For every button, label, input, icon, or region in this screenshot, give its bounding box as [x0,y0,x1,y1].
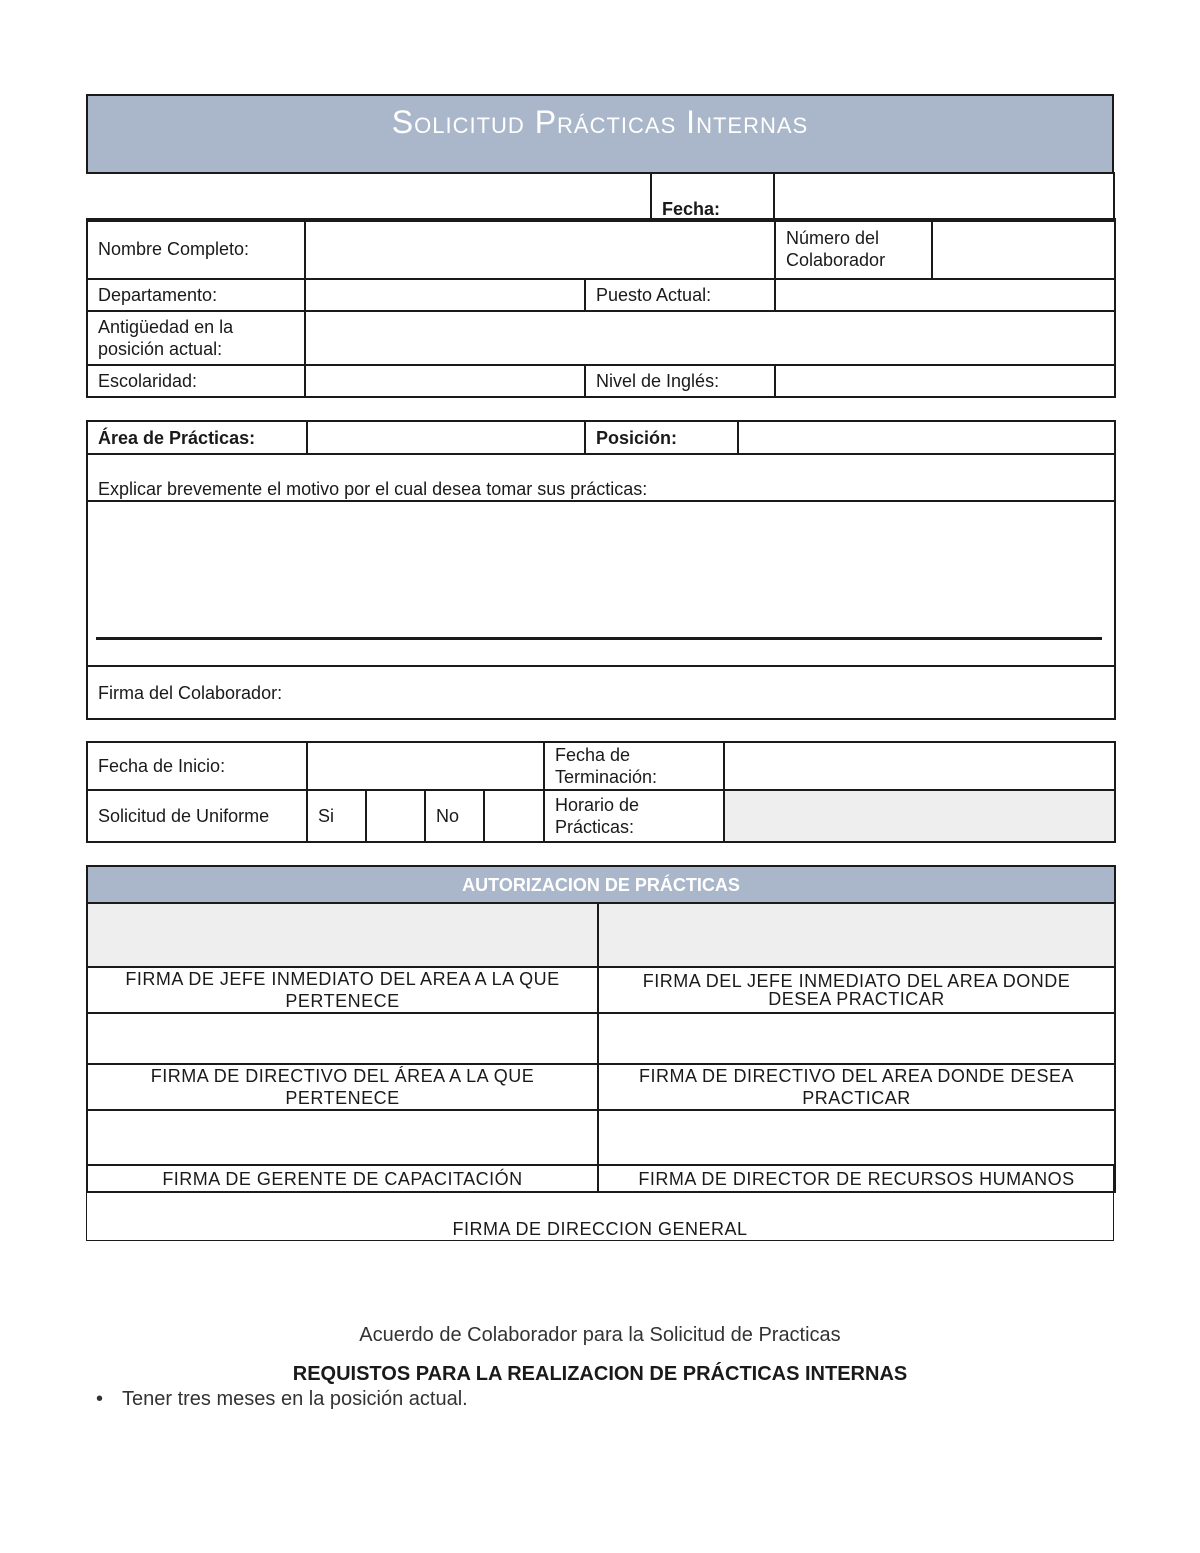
bullet-icon: • [96,1388,104,1410]
firma-direccion-general-label: FIRMA DE DIRECCION GENERAL [87,1165,1114,1241]
posicion-field[interactable] [738,421,1115,454]
firma-jefe-desea-field[interactable] [598,903,1115,967]
requisito-item [96,1388,468,1411]
direccion-general-table [86,1164,1114,1241]
nombre-field[interactable] [305,219,775,279]
acuerdo-text: Acuerdo de Colaborador para la Solicitud de Practicas [359,1324,841,1346]
motivo-label: Explicar brevemente el motivo por el cual desea tomar sus prácticas: [87,454,1115,501]
motivo-field[interactable] [87,501,1115,666]
firma-jefe-pertenece-label: FIRMA DE JEFE INMEDIATO DEL AREA A LA QUE PERTENECE [87,967,598,1013]
fecha-label: Fecha: [651,173,774,221]
uniforme-si-label: Si [307,790,366,842]
uniforme-label: Solicitud de Uniforme [87,790,307,842]
puesto-label: Puesto Actual: [585,279,775,311]
signature-line [96,637,1102,640]
firma-directivo-desea-label: FIRMA DE DIRECTIVO DEL AREA DONDE DESEA PRACTICAR [598,1064,1115,1110]
firma-director-rh-field[interactable] [598,1110,1115,1165]
horario-label: Horario de Prácticas: [544,790,724,842]
fecha-spacer [86,173,651,221]
practicas-table [86,420,1116,720]
escolaridad-label: Escolaridad: [87,365,305,397]
firma-directivo-pertenece-label: FIRMA DE DIRECTIVO DEL ÁREA A LA QUE PERTENECE [87,1064,598,1110]
antiguedad-field[interactable] [305,311,1115,365]
fecha-terminacion-field[interactable] [724,742,1115,790]
fecha-table [86,172,1115,222]
firma-directivo-pertenece-field[interactable] [87,1013,598,1064]
uniforme-no-checkbox[interactable] [484,790,544,842]
fecha-terminacion-label: Fecha de Terminación: [544,742,724,790]
form-title-banner [86,94,1114,174]
escolaridad-field[interactable] [305,365,585,397]
uniforme-no-label: No [425,790,484,842]
ingles-field[interactable] [775,365,1115,397]
personal-info-table [86,218,1116,398]
schedule-table [86,741,1116,843]
autorizacion-table [86,865,1116,1193]
requisito-item-text: Tener tres meses en la posición actual. [122,1388,468,1410]
area-practicas-field[interactable] [307,421,585,454]
firma-gerente-field[interactable] [87,1110,598,1165]
numero-colaborador-label: Número del Colaborador [775,219,932,279]
horario-field[interactable] [724,790,1115,842]
firma-jefe-desea-label: FIRMA DEL JEFE INMEDIATO DEL AREA DONDE DESEA PRACTICAR [598,967,1115,1013]
posicion-label: Posición: [585,421,738,454]
form-title: Solicitud Prácticas Internas [391,104,809,140]
puesto-field[interactable] [775,279,1115,311]
fecha-field[interactable] [774,173,1114,221]
firma-jefe-pertenece-field[interactable] [87,903,598,967]
autorizacion-heading: AUTORIZACION DE PRÁCTICAS [87,866,1115,903]
fecha-inicio-label: Fecha de Inicio: [87,742,307,790]
firma-director-rh-label: FIRMA DE DIRECTOR DE RECURSOS HUMANOS [598,1165,1115,1192]
departamento-field[interactable] [305,279,585,311]
requisitos-title: REQUISTOS PARA LA REALIZACION DE PRÁCTICAS INTERNAS [292,1363,908,1385]
numero-colaborador-field[interactable] [932,219,1115,279]
firma-colaborador-label: Firma del Colaborador: [87,666,1115,719]
firma-directivo-desea-field[interactable] [598,1013,1115,1064]
antiguedad-label: Antigüedad en la posición actual: [87,311,305,365]
firma-gerente-label: FIRMA DE GERENTE DE CAPACITACIÓN [87,1165,598,1192]
fecha-inicio-field[interactable] [307,742,544,790]
area-practicas-label: Área de Prácticas: [87,421,307,454]
ingles-label: Nivel de Inglés: [585,365,775,397]
uniforme-si-checkbox[interactable] [366,790,425,842]
departamento-label: Departamento: [87,279,305,311]
nombre-label: Nombre Completo: [87,219,305,279]
